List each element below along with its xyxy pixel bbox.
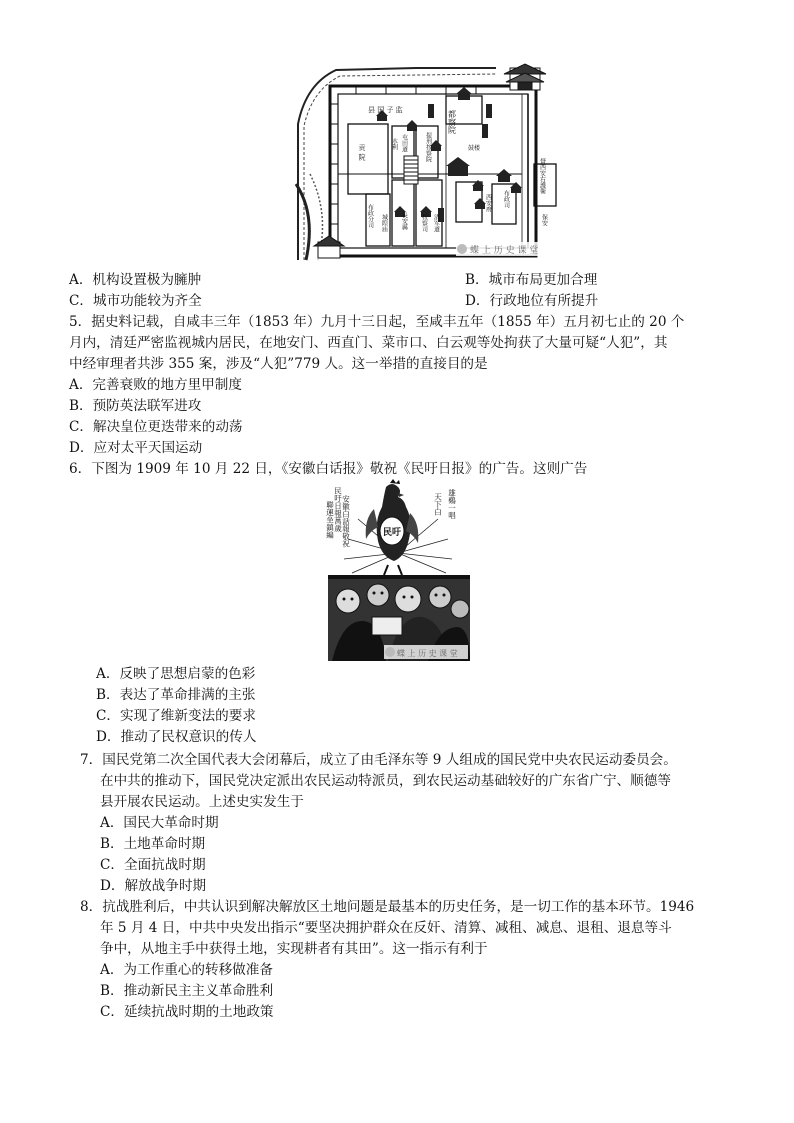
q4-option-c: C．城市功能较为齐全 (69, 293, 202, 309)
q6-option-c: C．实现了维新变法的要求 (96, 708, 256, 724)
map-label-baoan: 保安 (540, 214, 548, 226)
map-label-shuili: 水利 (390, 138, 398, 150)
q8-stem-line-1: 8．抗战胜利后，中共认识到解决解放区土地问题是最基本的历史任务，是一切工作的基本环节。1946 (80, 899, 695, 915)
map-label-buzhengsi: 布政司 (502, 190, 510, 208)
q5-stem-line-3: 中经审理者共涉 355 案，涉及“人犯”779 人。这一举措的直接目的是 (69, 356, 488, 372)
ad-watermark: 蝶 上 历 史 课 堂 (397, 649, 458, 658)
map-label-ancha: 按察司 (420, 214, 428, 232)
gate-tower (504, 64, 546, 90)
q7-stem-line-2: 在中共的推动下，国民党决定派出农民运动特派员，到农民运动基础较好的广东省广宁、顺德等 (100, 773, 671, 789)
ad-text-left-3: 聯運坐鎮編 (325, 501, 335, 539)
q8-stem-line-2: 年 5 月 4 日，中共中央发出指示“要坚决拥护群众在反奸、清算、减租、减息、退租、退息等斗 (100, 920, 672, 936)
ad-text-left-2: 安徽白話報敬祝 (341, 495, 351, 548)
map-label-xianan: 西安府 (484, 194, 492, 212)
q8-option-a: A．为工作重心的转移做准备 (100, 962, 273, 978)
city-map-drawing (296, 64, 560, 260)
ad-text-right-2: 天下白 (433, 493, 443, 516)
map-label-duchayuan: 都察院 (447, 110, 457, 134)
q8-option-b: B．推动新民主主义革命胜利 (100, 983, 274, 999)
map-label-tiandao: 屯田道 (400, 134, 408, 152)
q8-option-c: C．延续抗战时期的土地政策 (100, 1004, 274, 1020)
map-label-buzhengfensi: 布政分司 (366, 204, 374, 228)
q7-option-b: B．土地革命时期 (100, 836, 206, 852)
map-label-hudui: 督西安右護衛 (538, 158, 546, 194)
map-label-tixing: 提刑按察院 (424, 132, 432, 162)
drum-tower (404, 156, 418, 184)
map-label-qingjun: 清军道 (432, 214, 440, 232)
q5-stem-line-2: 月内，清廷严密监视城内居民，在地安门、西直门、菜市口、白云观等处拘获了大量可疑“人犯”，其 (69, 335, 668, 351)
q7-option-c: C．全面抗战时期 (100, 857, 206, 873)
map-label-changan: 長安縣 (400, 212, 408, 230)
ad-center-text: 民吁 (382, 528, 402, 538)
q5-option-b: B．预防英法联军进攻 (69, 398, 202, 414)
advertisement-figure (325, 479, 470, 661)
q6-stem: 6．下图为 1909 年 10 月 22 日，《安徽白话报》敬祝《民吁日报》的广告。这则广告 (69, 461, 588, 477)
q5-option-d: D．应对太平天国运动 (69, 440, 203, 456)
q6-option-b: B．表达了革命排满的主张 (96, 687, 256, 703)
q7-option-d: D．解放战争时期 (100, 878, 207, 894)
map-label-gongyuan: 贡 院 (358, 144, 366, 161)
map-label-guozijian: 县 国 子 监 (368, 106, 403, 114)
q5-stem-line-1: 5．据史料记载，自咸丰三年（1853 年）九月十三日起，至咸丰五年（1855 年）五月初七止的 20 个 (69, 314, 685, 330)
q8-stem-line-3: 争中，从地主手中获得土地，实现耕者有其田”。这一指示有利于 (100, 941, 488, 957)
q4-option-b: B．城市布局更加合理 (465, 272, 598, 288)
advertisement-drawing (325, 479, 470, 661)
q6-option-a: A．反映了思想启蒙的色彩 (96, 666, 256, 682)
map-label-gulou: 鼓楼 (468, 145, 481, 152)
q7-stem-line-3: 县开展农民运动。上述史实发生于 (100, 794, 304, 810)
q4-option-d: D．行政地位有所提升 (465, 293, 599, 309)
map-label-chenghuang: 城隍庙 (380, 214, 388, 232)
city-map-figure (296, 64, 560, 260)
q4-option-a: A．机构设置极为臃肿 (69, 272, 202, 288)
q5-option-c: C．解决皇位更迭带来的动荡 (69, 419, 243, 435)
q7-option-a: A．国民大革命时期 (100, 815, 219, 831)
q5-option-a: A．完善衰败的地方里甲制度 (69, 377, 242, 393)
map-watermark: 蝶 上 历 史 课 堂 (470, 246, 539, 256)
ad-text-left-1: 民吁日報萬歲 (333, 487, 343, 532)
ad-text-right-1: 雄鷄一唱 (447, 489, 457, 519)
q7-stem-line-1: 7．国民党第二次全国代表大会闭幕后，成立了由毛泽东等 9 人组成的国民党中央农民运动委员会。 (80, 752, 677, 768)
q6-option-d: D．推动了民权意识的传人 (96, 729, 257, 745)
